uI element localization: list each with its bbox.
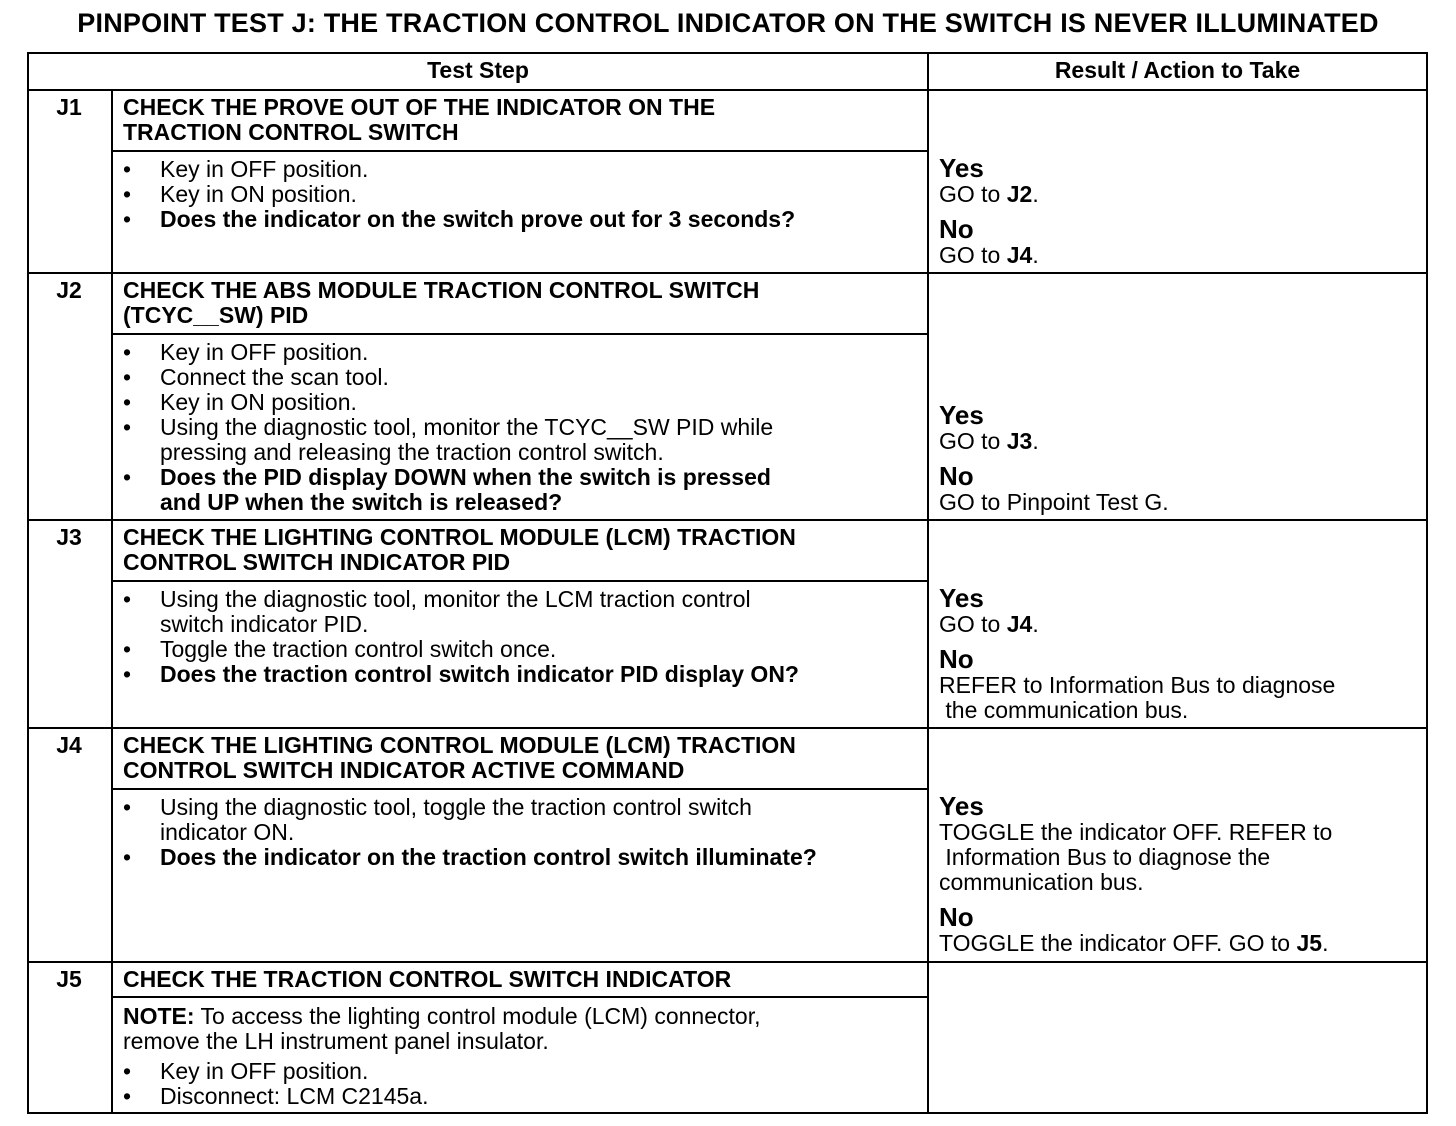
bullet-dot: • xyxy=(123,794,132,820)
note-text: remove the LH instrument panel insulator. xyxy=(123,1028,549,1054)
step-reference: J4 xyxy=(1006,611,1033,637)
header-test-step: Test Step xyxy=(427,57,529,83)
instruction-question: Does the traction control switch indicator PID display ON? xyxy=(160,661,799,687)
instruction-text: Connect the scan tool. xyxy=(160,364,389,390)
instruction-text: Disconnect: LCM C2145a. xyxy=(160,1083,429,1109)
instruction-question: Does the indicator on the switch prove out for 3 seconds? xyxy=(160,206,796,232)
step-divider-j1 xyxy=(29,272,1426,274)
step-title-j1-line2: TRACTION CONTROL SWITCH xyxy=(123,119,459,145)
bullet-dot: • xyxy=(123,586,132,612)
bullet-dot: • xyxy=(123,844,132,870)
result-no-action: GO to J4. xyxy=(939,242,1039,268)
instruction-text: Key in ON position. xyxy=(160,389,357,415)
id-column-divider xyxy=(111,90,113,1112)
step-divider-j2 xyxy=(29,519,1426,521)
step-id-j1: J1 xyxy=(56,94,82,120)
result-no-action: GO to Pinpoint Test G. xyxy=(939,489,1169,515)
result-yes-action: communication bus. xyxy=(939,869,1144,895)
column-divider xyxy=(927,54,929,1112)
step-id-j5: J5 xyxy=(56,966,82,992)
step-title-divider-j1 xyxy=(111,150,927,152)
step-title-divider-j3 xyxy=(111,580,927,582)
instruction-text: Toggle the traction control switch once. xyxy=(160,636,557,662)
result-yes-action: Information Bus to diagnose the xyxy=(939,844,1271,870)
step-title-divider-j5 xyxy=(111,996,927,998)
step-reference: J2 xyxy=(1006,181,1033,207)
step-title-j3-line2: CONTROL SWITCH INDICATOR PID xyxy=(123,549,511,575)
step-title-j1-line1: CHECK THE PROVE OUT OF THE INDICATOR ON THE xyxy=(123,94,716,120)
step-title-j2-line1: CHECK THE ABS MODULE TRACTION CONTROL SWITCH xyxy=(123,277,760,303)
bullet-dot: • xyxy=(123,389,132,415)
instruction-text: indicator ON. xyxy=(160,819,295,845)
bullet-dot: • xyxy=(123,464,132,490)
result-no-action: the communication bus. xyxy=(939,697,1189,723)
step-title-j4-line1: CHECK THE LIGHTING CONTROL MODULE (LCM) TRACTION xyxy=(123,732,796,758)
note-text: NOTE: To access the lighting control module (LCM) connector, xyxy=(123,1003,761,1029)
header-divider xyxy=(29,89,1426,91)
step-reference: J5 xyxy=(1296,930,1323,956)
step-title-j3-line1: CHECK THE LIGHTING CONTROL MODULE (LCM) TRACTION xyxy=(123,524,796,550)
result-no-action: REFER to Information Bus to diagnose xyxy=(939,672,1336,698)
step-title-j5: CHECK THE TRACTION CONTROL SWITCH INDICATOR xyxy=(123,966,732,992)
step-reference: J3 xyxy=(1006,428,1033,454)
result-yes-label: Yes xyxy=(939,791,984,821)
bullet-dot: • xyxy=(123,181,132,207)
result-yes-action: TOGGLE the indicator OFF. REFER to xyxy=(939,819,1333,845)
instruction-question: and UP when the switch is released? xyxy=(160,489,563,515)
result-no-action: TOGGLE the indicator OFF. GO to J5. xyxy=(939,930,1329,956)
result-yes-label: Yes xyxy=(939,583,984,613)
bullet-dot: • xyxy=(123,1058,132,1084)
result-no-label: No xyxy=(939,644,974,674)
step-title-j4-line2: CONTROL SWITCH INDICATOR ACTIVE COMMAND xyxy=(123,757,685,783)
instruction-text: Key in OFF position. xyxy=(160,156,369,182)
instruction-text: Key in ON position. xyxy=(160,181,357,207)
step-reference: J4 xyxy=(1006,242,1033,268)
bullet-dot: • xyxy=(123,339,132,365)
header-result: Result / Action to Take xyxy=(1054,57,1301,83)
page-title: PINPOINT TEST J: THE TRACTION CONTROL INDICATOR ON THE SWITCH IS NEVER ILLUMINATED xyxy=(77,8,1379,38)
step-id-j3: J3 xyxy=(56,524,82,550)
step-id-j4: J4 xyxy=(56,732,82,758)
step-id-j2: J2 xyxy=(56,277,82,303)
step-title-divider-j2 xyxy=(111,333,927,335)
instruction-text: Key in OFF position. xyxy=(160,339,369,365)
instruction-question: Does the indicator on the traction control switch illuminate? xyxy=(160,844,817,870)
bullet-dot: • xyxy=(123,1083,132,1109)
bullet-dot: • xyxy=(123,206,132,232)
step-divider-j4 xyxy=(29,961,1426,963)
result-no-label: No xyxy=(939,461,974,491)
bullet-dot: • xyxy=(123,661,132,687)
bullet-dot: • xyxy=(123,636,132,662)
result-yes-action: GO to J4. xyxy=(939,611,1039,637)
instruction-text: pressing and releasing the traction control switch. xyxy=(160,439,664,465)
instruction-text: Using the diagnostic tool, toggle the traction control switch xyxy=(160,794,752,820)
pinpoint-test-table xyxy=(27,52,1428,1114)
bullet-dot: • xyxy=(123,364,132,390)
result-no-label: No xyxy=(939,902,974,932)
result-yes-action: GO to J3. xyxy=(939,428,1039,454)
result-yes-action: GO to J2. xyxy=(939,181,1039,207)
bullet-dot: • xyxy=(123,156,132,182)
note-label: NOTE: xyxy=(123,1003,195,1029)
instruction-text: Using the diagnostic tool, monitor the LCM traction control xyxy=(160,586,751,612)
instruction-question: Does the PID display DOWN when the switch is pressed xyxy=(160,464,771,490)
instruction-text: Key in OFF position. xyxy=(160,1058,369,1084)
result-yes-label: Yes xyxy=(939,153,984,183)
bullet-dot: • xyxy=(123,414,132,440)
step-title-divider-j4 xyxy=(111,788,927,790)
instruction-text: Using the diagnostic tool, monitor the TCYC__SW PID while xyxy=(160,414,774,440)
result-yes-label: Yes xyxy=(939,400,984,430)
step-divider-j3 xyxy=(29,727,1426,729)
step-title-j2-line2: (TCYC__SW) PID xyxy=(123,302,309,328)
result-no-label: No xyxy=(939,214,974,244)
instruction-text: switch indicator PID. xyxy=(160,611,369,637)
